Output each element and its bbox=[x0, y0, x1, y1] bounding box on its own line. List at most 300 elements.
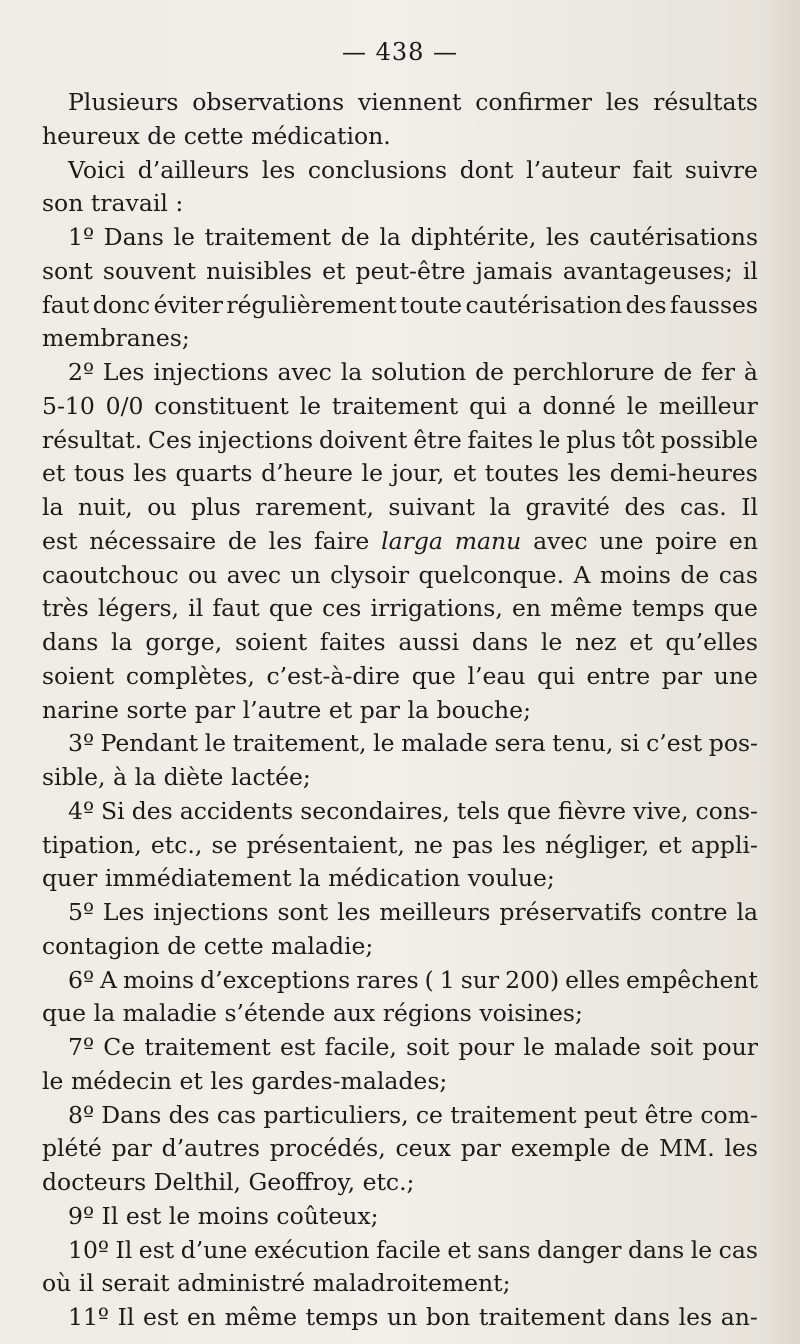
word: gardes-malades; bbox=[251, 1066, 448, 1095]
word: clysoir bbox=[330, 560, 410, 589]
text-line bbox=[42, 1267, 758, 1301]
word: une bbox=[599, 526, 644, 555]
word: temps bbox=[631, 594, 705, 623]
word: le bbox=[540, 628, 563, 656]
word: cautérisations bbox=[589, 223, 758, 251]
word: résultats bbox=[653, 88, 758, 116]
word: Plusieurs bbox=[68, 88, 179, 116]
word: la bbox=[379, 223, 401, 251]
word: soit bbox=[650, 1033, 694, 1061]
word: les bbox=[337, 898, 371, 926]
word: si bbox=[619, 729, 640, 758]
word: Il bbox=[117, 1303, 135, 1331]
word: immédiatement bbox=[104, 864, 292, 893]
text-line bbox=[42, 1031, 758, 1065]
word: Les bbox=[102, 358, 145, 386]
word: de bbox=[227, 526, 257, 555]
word: conclusions bbox=[307, 155, 448, 184]
word: résultat. bbox=[42, 425, 143, 454]
text-line bbox=[42, 390, 758, 424]
word: sans bbox=[477, 1235, 531, 1264]
word: constituent bbox=[154, 391, 289, 420]
word: les bbox=[546, 223, 580, 251]
word: les bbox=[268, 526, 303, 555]
text-line bbox=[42, 592, 758, 626]
word: appli- bbox=[690, 830, 758, 859]
word: c’est-à-dire bbox=[266, 661, 401, 690]
word: ces bbox=[322, 594, 362, 623]
word: est bbox=[138, 1235, 175, 1264]
word: manu bbox=[454, 526, 522, 555]
word: plété bbox=[42, 1134, 102, 1163]
word: etc.; bbox=[362, 1168, 415, 1196]
word: fièvre bbox=[558, 796, 627, 825]
word: ou bbox=[147, 493, 177, 521]
word: traitement bbox=[204, 223, 331, 251]
word: suivre bbox=[684, 155, 758, 184]
word: avantageuses; bbox=[562, 256, 733, 285]
word: toutes bbox=[484, 459, 560, 488]
word: en bbox=[187, 1303, 217, 1331]
word: est bbox=[279, 1033, 316, 1061]
word: souvent bbox=[102, 256, 196, 285]
word: toute bbox=[399, 290, 463, 319]
word: est bbox=[125, 1201, 162, 1230]
word: 1º bbox=[68, 223, 95, 251]
word: etc., bbox=[150, 830, 203, 859]
word: préservatifs bbox=[499, 898, 642, 926]
word: par bbox=[359, 695, 400, 724]
word: an- bbox=[720, 1303, 758, 1331]
word: pas bbox=[452, 830, 494, 859]
word: de bbox=[680, 560, 710, 589]
word: A bbox=[573, 560, 591, 589]
word: poire bbox=[655, 526, 718, 555]
word: Il bbox=[115, 1235, 133, 1264]
word: moins bbox=[599, 560, 671, 589]
word: avec bbox=[533, 526, 588, 555]
word: administré bbox=[177, 1269, 306, 1298]
word: plus bbox=[191, 493, 241, 521]
word: l’autre bbox=[242, 695, 322, 724]
word: des bbox=[168, 1100, 210, 1129]
word: les bbox=[210, 1066, 244, 1095]
text-line bbox=[42, 896, 758, 930]
word: : bbox=[175, 189, 184, 218]
word: 9º bbox=[68, 1201, 95, 1230]
word: le bbox=[626, 391, 649, 420]
word: secondaires, bbox=[300, 796, 450, 825]
word: où bbox=[42, 1269, 72, 1298]
word: jamais bbox=[475, 256, 553, 285]
word: la bbox=[407, 695, 430, 724]
word: la bbox=[340, 358, 363, 386]
word: dans bbox=[613, 1303, 671, 1331]
word: les bbox=[724, 1134, 758, 1163]
word: se bbox=[211, 830, 238, 859]
word: Si bbox=[101, 796, 125, 825]
text-line bbox=[42, 289, 758, 323]
word: sur bbox=[460, 965, 500, 994]
word: le bbox=[204, 729, 227, 758]
word: perchlorure bbox=[512, 358, 655, 386]
word: sont bbox=[277, 898, 329, 926]
word: ( bbox=[424, 965, 434, 994]
word: par bbox=[111, 1134, 152, 1163]
word: solution bbox=[371, 358, 467, 386]
word: demi-heures bbox=[609, 459, 758, 488]
text-line bbox=[42, 255, 758, 289]
word: cas bbox=[216, 1100, 257, 1129]
word: rarement, bbox=[255, 493, 374, 521]
word: faire bbox=[313, 526, 370, 555]
word: travail bbox=[90, 189, 168, 218]
word: doivent bbox=[318, 425, 408, 454]
text-line bbox=[42, 1166, 758, 1200]
word: un bbox=[387, 1303, 418, 1331]
word: jour, bbox=[391, 459, 445, 488]
word: que bbox=[42, 999, 87, 1028]
word: traitement, bbox=[232, 729, 367, 758]
word: peut-être bbox=[355, 256, 466, 285]
word: Il bbox=[101, 1201, 119, 1230]
word: sera bbox=[494, 729, 546, 758]
word: larga bbox=[381, 526, 443, 555]
word: lactée; bbox=[230, 763, 311, 791]
word: qu’elles bbox=[665, 628, 758, 656]
word: elles bbox=[565, 965, 621, 994]
text-line bbox=[42, 86, 758, 120]
word: contagion bbox=[42, 931, 160, 960]
word: en bbox=[728, 526, 758, 555]
word: confirmer bbox=[475, 88, 593, 116]
word: 11º bbox=[68, 1303, 109, 1331]
word: de bbox=[147, 121, 177, 150]
word: quarts bbox=[175, 459, 253, 488]
word: malade bbox=[553, 1033, 641, 1061]
text-line bbox=[42, 1132, 758, 1166]
word: moins bbox=[197, 1201, 269, 1230]
word: gravité bbox=[525, 493, 610, 521]
word: 10º bbox=[68, 1235, 109, 1264]
word: dans bbox=[42, 628, 99, 656]
word: Dans bbox=[103, 223, 164, 251]
word: de bbox=[475, 358, 505, 386]
text-line bbox=[42, 727, 758, 761]
text-line bbox=[42, 1301, 758, 1335]
word: faites bbox=[467, 425, 534, 454]
word: suivant bbox=[388, 493, 475, 521]
word: donné bbox=[542, 391, 616, 420]
word: gorge, bbox=[145, 628, 223, 656]
word: de bbox=[620, 1134, 650, 1163]
word: A bbox=[100, 965, 117, 994]
word: s’étende bbox=[224, 999, 326, 1028]
word: exécution bbox=[253, 1235, 370, 1264]
word: qui bbox=[537, 661, 575, 690]
word: diphtérite, bbox=[410, 223, 537, 251]
word: Ces bbox=[148, 425, 192, 454]
word: les bbox=[678, 1303, 713, 1331]
text-line bbox=[42, 1234, 758, 1268]
word: par bbox=[460, 1134, 502, 1163]
word: être bbox=[644, 1100, 694, 1129]
word: légers, bbox=[97, 594, 179, 623]
word: 5º bbox=[68, 898, 95, 926]
body-text bbox=[42, 86, 758, 1335]
word: voisines; bbox=[479, 999, 583, 1028]
word: maladie; bbox=[271, 931, 374, 960]
word: il bbox=[742, 256, 758, 285]
word: traitement bbox=[144, 1033, 271, 1061]
word: ceux bbox=[395, 1134, 451, 1163]
word: soient bbox=[42, 661, 115, 690]
word: et bbox=[629, 628, 653, 656]
word: que bbox=[506, 796, 551, 825]
word: d’heure bbox=[261, 459, 353, 488]
text-line bbox=[42, 1099, 758, 1133]
word: tipation, bbox=[42, 830, 142, 859]
word: 6º bbox=[68, 965, 95, 994]
word: et bbox=[447, 1235, 471, 1264]
word: bouche; bbox=[436, 695, 531, 724]
word: les bbox=[605, 88, 640, 116]
word: le bbox=[168, 1201, 191, 1230]
word: Les bbox=[102, 898, 145, 926]
word: traitement bbox=[331, 391, 459, 420]
word: bon bbox=[425, 1303, 471, 1331]
word: entre bbox=[586, 661, 651, 690]
word: d’exceptions bbox=[200, 965, 351, 994]
word: est bbox=[42, 526, 78, 555]
word: d’ailleurs bbox=[137, 155, 250, 184]
word: la bbox=[93, 999, 116, 1028]
word: le bbox=[373, 729, 395, 758]
word: la bbox=[736, 898, 758, 926]
text-line bbox=[42, 964, 758, 998]
word: soient bbox=[234, 628, 308, 656]
text-line bbox=[42, 525, 758, 559]
word: d’une bbox=[180, 1235, 248, 1264]
word: il bbox=[188, 594, 204, 623]
word: fait bbox=[632, 155, 673, 184]
word: observations bbox=[192, 88, 345, 116]
word: exemple bbox=[510, 1134, 611, 1163]
word: et bbox=[179, 1066, 203, 1095]
word: médication bbox=[328, 864, 461, 893]
word: la bbox=[134, 763, 157, 791]
word: 1 bbox=[439, 965, 455, 994]
word: cautérisation bbox=[465, 290, 623, 319]
word: le bbox=[539, 425, 561, 454]
word: meilleur bbox=[658, 391, 758, 420]
word: 3º bbox=[68, 729, 95, 758]
word: rares bbox=[356, 965, 419, 994]
word: et bbox=[658, 830, 682, 859]
word: très bbox=[42, 594, 89, 623]
text-line bbox=[42, 930, 758, 964]
word: 0/0 bbox=[105, 391, 144, 420]
word: de bbox=[663, 358, 693, 386]
word: cas bbox=[718, 1235, 758, 1264]
word: ce bbox=[415, 1100, 443, 1129]
word: dans bbox=[471, 628, 529, 656]
text-line bbox=[42, 356, 758, 390]
word: et bbox=[452, 459, 477, 488]
word: des bbox=[624, 493, 666, 521]
word: présentaient, bbox=[246, 830, 405, 859]
word: cas. bbox=[679, 493, 727, 521]
word: Delthil, bbox=[153, 1168, 242, 1196]
word: voulue; bbox=[467, 864, 555, 893]
word: le bbox=[42, 1066, 64, 1095]
word: la bbox=[299, 864, 321, 893]
word: plus bbox=[566, 425, 617, 454]
word: ne bbox=[413, 830, 443, 859]
page-edge-shadow bbox=[762, 0, 800, 1344]
word: nécessaire bbox=[89, 526, 217, 555]
word: que bbox=[411, 661, 456, 690]
word: fer bbox=[701, 358, 736, 386]
word: régions bbox=[382, 999, 472, 1028]
word: heureux bbox=[42, 121, 140, 150]
word: particuliers, bbox=[263, 1100, 409, 1129]
word: moins bbox=[122, 965, 195, 994]
word: sont bbox=[42, 256, 93, 285]
word: MM. bbox=[659, 1134, 715, 1163]
word: c’est bbox=[646, 729, 703, 758]
word: traitement bbox=[478, 1303, 606, 1331]
word: négliger, bbox=[545, 830, 650, 859]
word: les bbox=[567, 459, 602, 488]
word: et bbox=[328, 695, 353, 724]
word: faites bbox=[319, 628, 386, 656]
word: faut bbox=[212, 594, 260, 623]
word: injections bbox=[153, 898, 269, 926]
word: médication. bbox=[251, 121, 391, 150]
text-line bbox=[42, 626, 758, 660]
word: peut bbox=[583, 1100, 638, 1129]
text-line bbox=[42, 322, 758, 356]
word: diète bbox=[163, 763, 224, 791]
word: la bbox=[489, 493, 512, 521]
word: pour bbox=[702, 1033, 758, 1061]
word: procédés, bbox=[269, 1134, 386, 1163]
word: cette bbox=[203, 931, 264, 960]
word: même bbox=[224, 1303, 298, 1331]
word: meilleurs bbox=[379, 898, 491, 926]
word: l’eau bbox=[467, 661, 526, 690]
word: être bbox=[413, 425, 462, 454]
text-line bbox=[42, 1200, 758, 1234]
word: quelconque. bbox=[418, 560, 565, 589]
word: fausses bbox=[670, 290, 758, 319]
word: la bbox=[42, 493, 64, 521]
word: sible, bbox=[42, 763, 106, 791]
word: a bbox=[517, 391, 532, 420]
word: les bbox=[502, 830, 536, 859]
word: les bbox=[133, 459, 167, 488]
text-line bbox=[42, 761, 758, 795]
word: danger bbox=[537, 1235, 622, 1264]
word: 200) bbox=[505, 965, 560, 994]
word: en bbox=[512, 594, 542, 623]
word: irrigations, bbox=[370, 594, 503, 623]
word: aux bbox=[332, 999, 376, 1028]
word: injections bbox=[153, 358, 269, 386]
word: des bbox=[131, 796, 173, 825]
word: coûteux; bbox=[276, 1201, 379, 1230]
word: donc bbox=[92, 290, 151, 319]
word: nuisibles bbox=[206, 256, 312, 285]
word: le bbox=[523, 1033, 545, 1061]
word: tenu, bbox=[552, 729, 614, 758]
text-line bbox=[42, 829, 758, 863]
word: membranes; bbox=[42, 324, 190, 353]
word: nez bbox=[575, 628, 617, 656]
word: facile, bbox=[324, 1033, 397, 1061]
word: que bbox=[713, 594, 758, 623]
word: le bbox=[690, 1235, 713, 1264]
word: dont bbox=[459, 155, 514, 184]
word: possible bbox=[660, 425, 758, 454]
word: dans bbox=[627, 1235, 685, 1264]
word: malade bbox=[401, 729, 488, 758]
word: qui bbox=[469, 391, 507, 420]
word: les bbox=[261, 155, 296, 184]
word: viennent bbox=[357, 88, 462, 116]
text-line bbox=[42, 120, 758, 154]
word: com- bbox=[700, 1100, 758, 1129]
word: facile bbox=[376, 1235, 441, 1264]
word: même bbox=[550, 594, 623, 623]
word: son bbox=[42, 189, 84, 218]
word: maladie bbox=[122, 999, 217, 1028]
word: et bbox=[42, 459, 66, 488]
word: vive, bbox=[633, 796, 689, 825]
word: que bbox=[268, 594, 313, 623]
text-line bbox=[42, 1065, 758, 1099]
word: il bbox=[78, 1269, 94, 1298]
word: une bbox=[713, 661, 758, 690]
word: faut bbox=[42, 290, 90, 319]
word: empêchent bbox=[626, 965, 758, 994]
word: cas bbox=[718, 560, 758, 589]
text-line bbox=[42, 862, 758, 896]
word: 2º bbox=[68, 358, 95, 386]
word: Voici bbox=[68, 155, 126, 184]
word: d’autres bbox=[161, 1134, 260, 1163]
page-number: — 438 — bbox=[341, 38, 459, 66]
word: accidents bbox=[179, 796, 294, 825]
word: maladroitement; bbox=[312, 1269, 511, 1298]
word: le bbox=[299, 391, 322, 420]
text-line bbox=[42, 187, 758, 221]
word: tous bbox=[73, 459, 125, 488]
word: injections bbox=[197, 425, 314, 454]
word: Il bbox=[741, 493, 758, 521]
word: médecin bbox=[70, 1066, 172, 1095]
word: Dans bbox=[101, 1100, 162, 1129]
word: complètes, bbox=[125, 661, 255, 690]
word: 7º bbox=[68, 1033, 95, 1061]
word: nuit, bbox=[78, 493, 133, 521]
word: cette bbox=[183, 121, 244, 150]
word: Pendant bbox=[100, 729, 199, 758]
word: par bbox=[661, 661, 703, 690]
word: à bbox=[743, 358, 758, 386]
text-line bbox=[42, 154, 758, 188]
